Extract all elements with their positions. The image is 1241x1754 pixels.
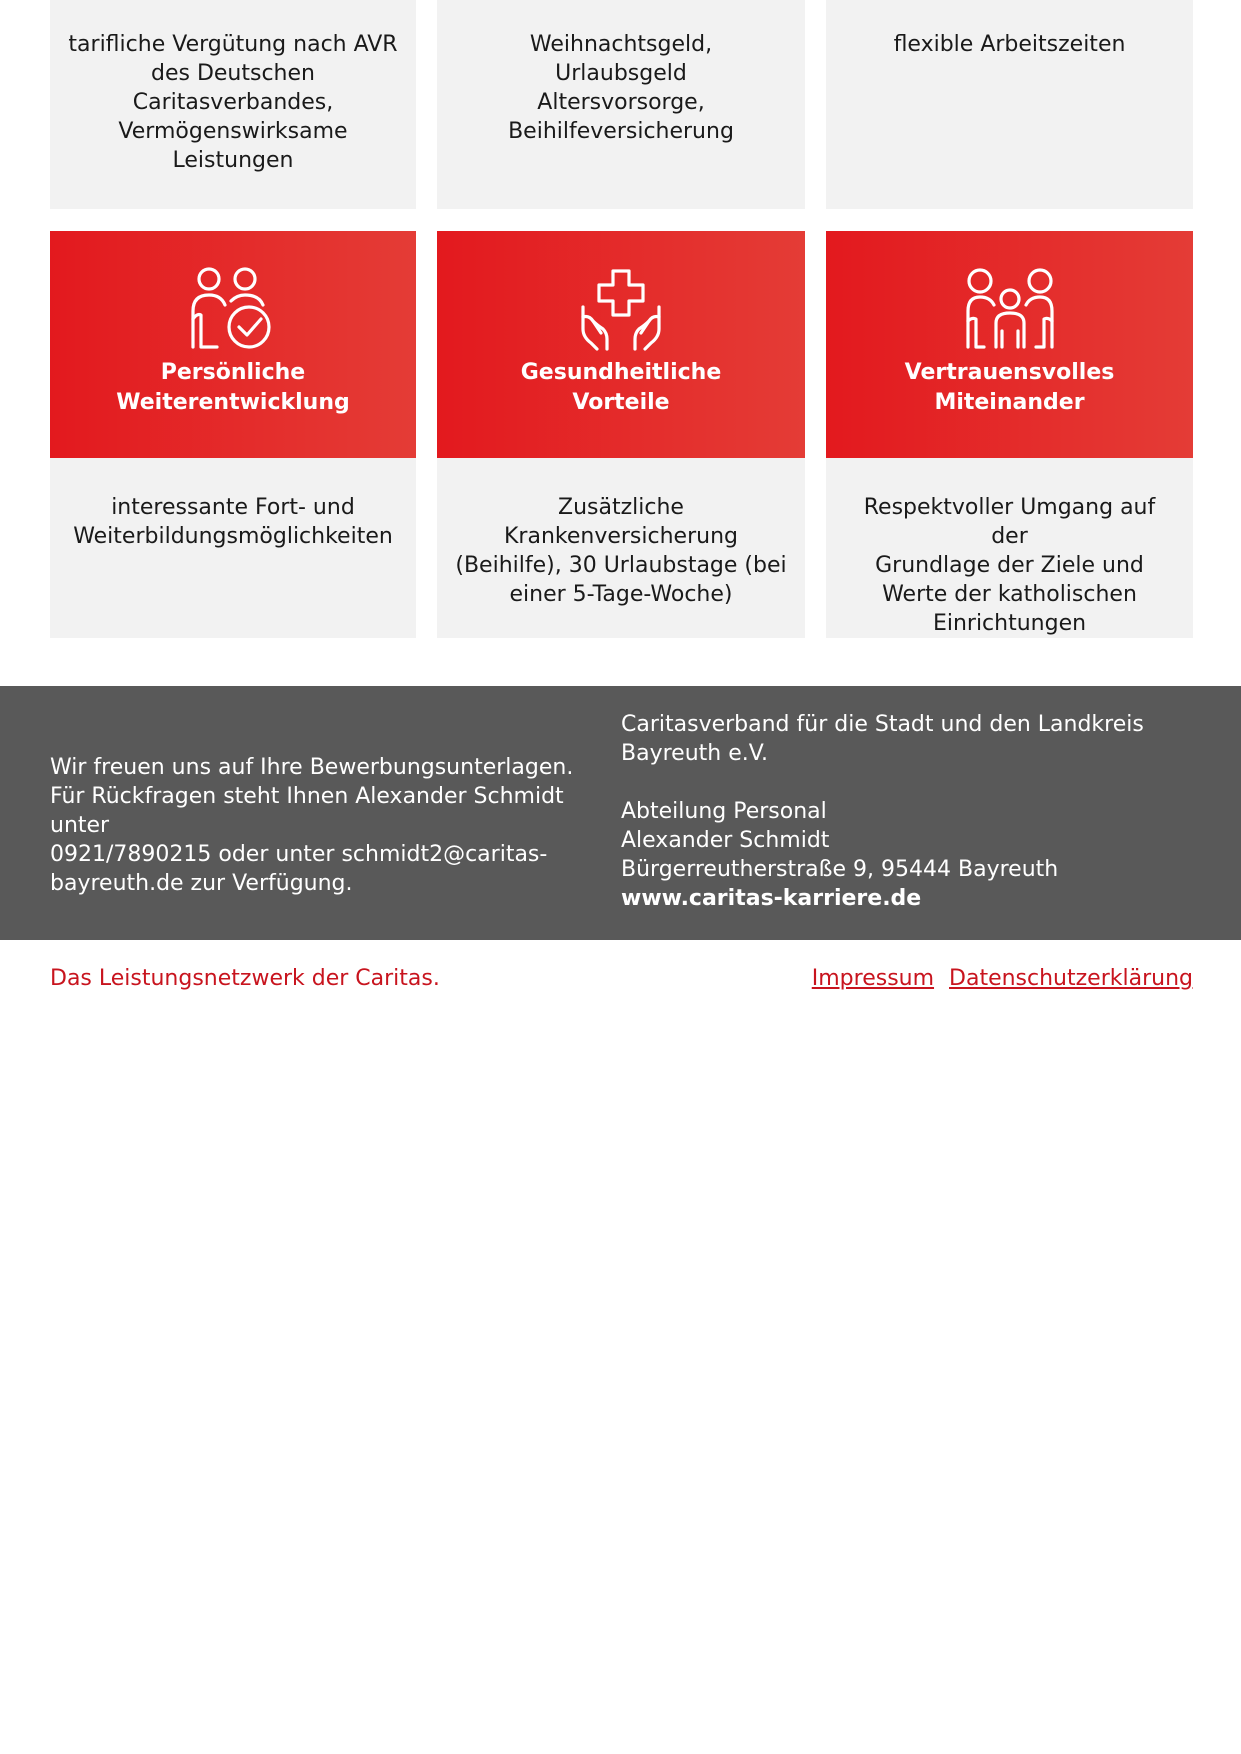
feature-description-health: Zusätzliche Krankenversicherung (Beihilfe), 30 Urlaubstage (bei einer 5-Tage-Woche) bbox=[437, 458, 805, 638]
benefit-box-bonus: Weihnachtsgeld, Urlaubsgeld Altersvorsorge, Beihilfeversicherung bbox=[437, 0, 805, 209]
feature-title: Persönliche Weiterentwicklung bbox=[116, 360, 350, 415]
intro-line: Für Rückfragen steht Ihnen Alexander Schmidt unter bbox=[50, 784, 564, 838]
people-check-icon bbox=[187, 267, 279, 351]
organization-address bbox=[621, 710, 1181, 913]
intro-line: 0921/7890215 oder unter schmidt2@caritas- bbox=[50, 842, 548, 867]
org-name-line: Caritasverband für die Stadt und den Landkreis bbox=[621, 712, 1144, 737]
feature-title: Gesundheitliche Vorteile bbox=[520, 360, 722, 415]
feature-description-development: interessante Fort- und Weiterbildungsmöglichkeiten bbox=[50, 458, 416, 638]
department: Abteilung Personal bbox=[621, 799, 827, 824]
intro-line: bayreuth.de zur Verfügung. bbox=[50, 871, 353, 896]
hands-cross-icon bbox=[575, 267, 667, 351]
benefit-box-salary: tarifliche Vergütung nach AVR des Deutschen Caritasverbandes, Vermögenswirksame Leistungen bbox=[50, 0, 416, 209]
legal-links bbox=[804, 964, 1193, 993]
street-address: Bürgerreutherstraße 9, 95444 Bayreuth bbox=[621, 857, 1059, 882]
feature-tile-trust bbox=[826, 231, 1193, 458]
family-icon bbox=[964, 267, 1056, 351]
feature-tile-development bbox=[50, 231, 416, 458]
datenschutz-link[interactable]: Datenschutzerklärung bbox=[949, 966, 1193, 991]
contact-band bbox=[0, 686, 1241, 940]
feature-description-trust: Respektvoller Umgang auf der Grundlage der Ziele und Werte der katholischen Einrichtungen bbox=[826, 458, 1193, 638]
tagline: Das Leistungsnetzwerk der Caritas. bbox=[50, 966, 440, 991]
website-link[interactable]: www.caritas-karriere.de bbox=[621, 886, 922, 911]
contact-person: Alexander Schmidt bbox=[621, 828, 830, 853]
org-name-line: Bayreuth e.V. bbox=[621, 741, 768, 766]
benefit-box-hours: flexible Arbeitszeiten bbox=[826, 0, 1193, 209]
intro-line: Wir freuen uns auf Ihre Bewerbungsunterlagen. bbox=[50, 755, 574, 780]
application-invitation bbox=[50, 753, 610, 898]
feature-tile-health bbox=[437, 231, 805, 458]
impressum-link[interactable]: Impressum bbox=[811, 966, 935, 991]
feature-title: Vertrauensvolles Miteinander bbox=[904, 360, 1115, 415]
